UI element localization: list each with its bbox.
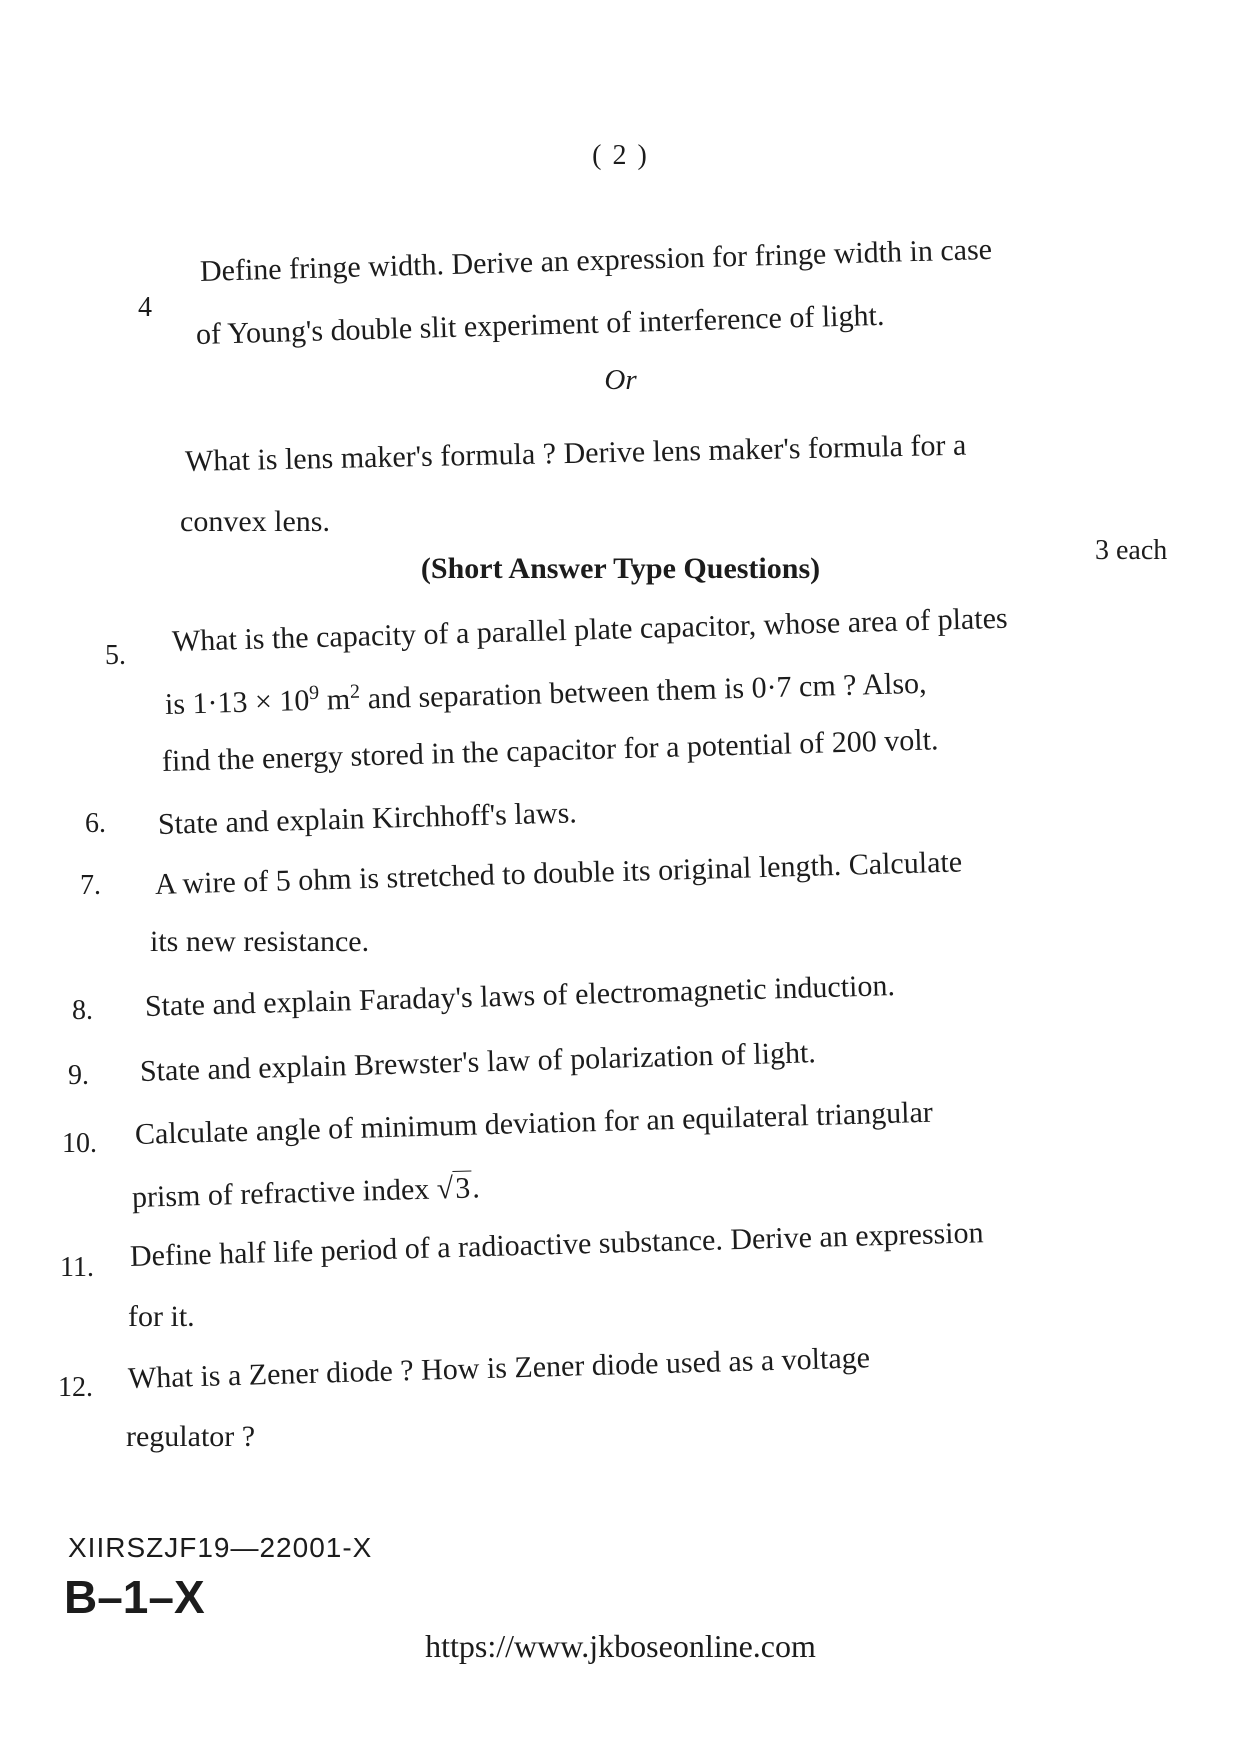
page-number: ( 2 )	[592, 140, 649, 171]
question-number: 7.	[80, 870, 101, 901]
paper-code: XIIRSZJF19—22001-X	[68, 1532, 373, 1563]
question-number: 9.	[68, 1060, 89, 1091]
question-text: of Young's double slit experiment of interference of light.	[195, 298, 885, 351]
question-text-part: prism of refractive index	[131, 1172, 438, 1214]
question-number: 4	[138, 292, 152, 323]
exponent: 9	[308, 681, 320, 704]
source-url: https://www.jkboseonline.com	[425, 1628, 816, 1664]
question-text: Define half life period of a radioactive substance. Derive an expression	[129, 1216, 984, 1273]
set-code: B–1–X	[64, 1571, 205, 1623]
question-number: 6.	[85, 808, 106, 839]
exponent: 2	[349, 680, 361, 703]
question-number: 11.	[60, 1252, 94, 1283]
question-text: State and explain Faraday's laws of electromagnetic induction.	[144, 969, 896, 1023]
question-number: 5.	[105, 640, 126, 671]
question-number: 12.	[58, 1372, 93, 1403]
question-text: Calculate angle of minimum deviation for an equilateral triangular	[134, 1095, 934, 1151]
question-number: 8.	[72, 995, 93, 1026]
section-heading: (Short Answer Type Questions)	[420, 552, 821, 585]
question-text	[165, 667, 927, 722]
question-text: prism of refractive index √3.	[131, 1171, 481, 1214]
question-text-part: m	[318, 682, 351, 717]
question-text: convex lens.	[180, 505, 330, 538]
root-value: 3	[453, 1171, 473, 1207]
question-text: regulator ?	[126, 1420, 256, 1453]
question-text: What is lens maker's formula ? Derive lens maker's formula for a	[184, 428, 967, 478]
or-separator: Or	[604, 364, 637, 396]
question-text: State and explain Brewster's law of polarization of light.	[139, 1036, 817, 1088]
question-text: What is the capacity of a parallel plate capacitor, whose area of plates	[171, 601, 1009, 658]
question-text: its new resistance.	[150, 925, 370, 958]
question-text: Define fringe width. Derive an expression for fringe width in case	[199, 232, 993, 288]
question-text-part: and separation between them is 0·7 cm ? Also,	[359, 666, 927, 716]
question-text: for it.	[128, 1300, 195, 1333]
marks-label: 3 each	[1095, 535, 1168, 566]
question-text-part: is 1·13 × 10	[164, 683, 310, 721]
question-text: What is a Zener diode ? How is Zener diode used as a voltage	[127, 1341, 871, 1395]
question-text: State and explain Kirchhoff's laws.	[157, 796, 578, 841]
question-text: find the energy stored in the capacitor for a potential of 200 volt.	[161, 723, 939, 778]
question-number: 10.	[62, 1128, 97, 1159]
question-text: A wire of 5 ohm is stretched to double its original length. Calculate	[154, 845, 963, 901]
